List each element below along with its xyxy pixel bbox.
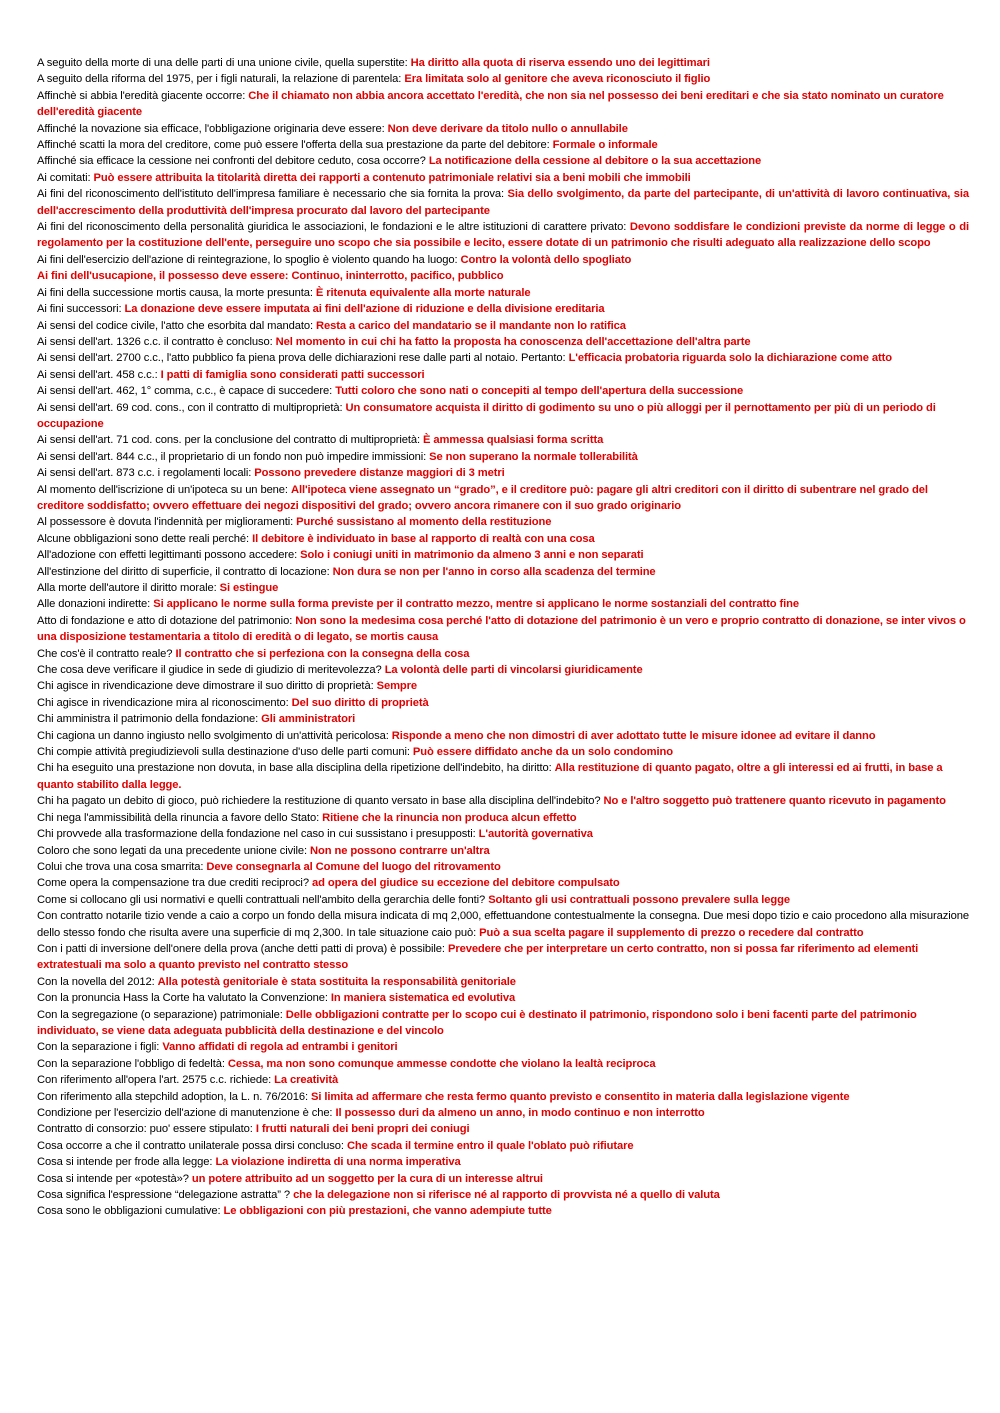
qa-entry <box>37 432 969 448</box>
qa-entry <box>37 547 969 563</box>
qa-entry <box>37 1056 969 1072</box>
qa-entry <box>37 170 969 186</box>
qa-entry <box>37 219 969 252</box>
qa-entry <box>37 383 969 399</box>
answer-text: Soltanto gli usi contrattuali possono prevalere sulla legge <box>488 893 791 906</box>
qa-entry <box>37 514 969 530</box>
qa-entry <box>37 88 969 121</box>
answer-text: che la delegazione non si riferisce né al rapporto di provvista né a quello di valuta <box>293 1189 720 1202</box>
question-text: Ai comitati: <box>37 171 91 184</box>
qa-entry <box>37 974 969 990</box>
question-text: Ai fini successori: <box>37 303 122 316</box>
answer-text: Si limita ad affermare che resta fermo quanto previsto e consentito in materia dalla legislazione vigente <box>310 1090 850 1103</box>
qa-entry <box>37 1007 969 1040</box>
answer-text: Del suo diritto di proprietà <box>291 696 429 709</box>
answer-text: Un consumatore acquista il diritto di godimento su uno o più alloggi per il pernottamento per più di un periodo di occupazione <box>37 401 936 430</box>
question-text: Ai sensi dell'art. 1326 c.c. il contratto è concluso: <box>37 335 273 348</box>
answer-text: Può essere attribuita la titolarità diretta dei rapporti a contenuto patrimoniale relativi sia a beni mobili che immobili <box>93 171 691 184</box>
question-text: Alcune obbligazioni sono dette reali perché: <box>37 532 250 545</box>
qa-entry <box>37 367 969 383</box>
question-text: A seguito della morte di una delle parti di una unione civile, quella superstite: <box>37 57 408 69</box>
qa-entry <box>37 55 969 71</box>
qa-entry <box>37 728 969 744</box>
qa-entry <box>37 892 969 908</box>
answer-text: Tutti coloro che sono nati o concepiti al tempo dell'apertura della successione <box>335 385 744 398</box>
answer-text: Ritiene che la rinuncia non produca alcun effetto <box>322 811 577 824</box>
question-text: Ai sensi dell'art. 2700 c.c., l'atto pubblico fa piena prova delle dichiarazioni rese dalle parti al notaio. Pertanto: <box>37 352 566 365</box>
qa-entry <box>37 843 969 859</box>
answer-text: Continuo, ininterrotto, pacifico, pubblico <box>291 270 504 283</box>
answer-text: Le obbligazioni con più prestazioni, che vanno adempiute tutte <box>223 1205 552 1218</box>
question-text: Ai sensi dell'art. 844 c.c., il proprietario di un fondo non può impedire immissioni: <box>37 450 427 463</box>
question-text: Con la separazione i figli: <box>37 1041 160 1054</box>
qa-entry <box>37 1187 969 1203</box>
qa-entry <box>37 318 969 334</box>
question-text: Chi compie attività pregiudizievoli sulla destinazione d'uso delle parti comuni: <box>37 746 410 759</box>
answer-text: Cessa, ma non sono comunque ammesse condotte che violano la lealtà reciproca <box>227 1057 656 1070</box>
answer-text: Resta a carico del mandatario se il mandante non lo ratifica <box>316 319 626 332</box>
qa-entry <box>37 875 969 891</box>
question-text: Chi nega l'ammissibilità della rinuncia a favore dello Stato: <box>37 811 320 824</box>
answer-text: All'ipoteca viene assegnato un “grado”, e il creditore può: pagare gli altri creditori con il diritto di subentrare nel grado del creditore soddisfatto; ovvero effettuare dei negozi dispositivi del grado; ovvero ancora rimanere con il suo grado originario <box>37 483 928 512</box>
question-text: Con la novella del 2012: <box>37 975 155 988</box>
answer-text: I frutti naturali dei beni propri dei coniugi <box>255 1123 470 1136</box>
qa-entry <box>37 482 969 515</box>
answer-text: In maniera sistematica ed evolutiva <box>330 992 516 1005</box>
qa-entry <box>37 350 969 366</box>
question-text: Affinché la novazione sia efficace, l'obbligazione originaria deve essere: <box>37 122 385 135</box>
question-text: Che cosa deve verificare il giudice in sede di giudizio di meritevolezza? <box>37 664 382 677</box>
answer-text: ad opera del giudice su eccezione del debitore compulsato <box>311 877 620 890</box>
question-text: Con i patti di inversione dell'onere della prova (anche detti patti di prova) è possibile: <box>37 942 445 955</box>
question-text: Chi amministra il patrimonio della fondazione: <box>37 713 259 726</box>
question-text: Cosa si intende per frode alla legge: <box>37 1156 213 1169</box>
question-text: Cosa significa l'espressione “delegazione astratta” ? <box>37 1189 291 1202</box>
question-text: Alle donazioni indirette: <box>37 598 151 611</box>
question-text: Cosa si intende per «potestà»? <box>37 1172 189 1185</box>
qa-entry <box>37 268 969 284</box>
answer-text: Che scada il termine entro il quale l'oblato può rifiutare <box>346 1139 634 1152</box>
answer-text: Non dura se non per l'anno in corso alla scadenza del termine <box>332 565 656 578</box>
question-text: Affinchè si abbia l'eredità giacente occorre: <box>37 89 246 102</box>
qa-entry <box>37 1138 969 1154</box>
answer-text: Contro la volontà dello spogliato <box>460 253 632 266</box>
qa-entry <box>37 285 969 301</box>
answer-text: La notificazione della cessione al debitore o la sua accettazione <box>428 155 762 168</box>
qa-entry <box>37 941 969 974</box>
qa-entry <box>37 334 969 350</box>
answer-text: Non ne possono contrarre un'altra <box>310 844 490 857</box>
qa-entry <box>37 1171 969 1187</box>
answer-text: Prevedere che per interpretare un certo contratto, non si possa far riferimento ad elementi extratestuali ma solo a quanto previsto nel contratto stesso <box>37 942 919 972</box>
answer-text: Solo i coniugi uniti in matrimonio da almeno 3 anni e non separati <box>300 549 644 562</box>
question-text: Chi ha eseguito una prestazione non dovuta, in base alla disciplina della ripetizione dell'indebito, ha diritto: <box>37 762 552 775</box>
question-text: Ai fini dell'esercizio dell'azione di reintegrazione, lo spoglio è violento quando ha luogo: <box>37 253 458 266</box>
answer-text: Il contratto che si perfeziona con la consegna della cosa <box>175 647 470 660</box>
question-text: Coloro che sono legati da una precedente unione civile: <box>37 844 308 857</box>
question-text: Al possessore è dovuta l'indennità per miglioramenti: <box>37 516 294 529</box>
qa-entry <box>37 596 969 612</box>
answer-text: Formale o informale <box>552 139 658 152</box>
question-text: A seguito della riforma del 1975, per i figli naturali, la relazione di parentela: <box>37 73 402 86</box>
qa-entry <box>37 71 969 87</box>
question-text: Chi provvede alla trasformazione della fondazione nel caso in cui sussistano i presupposti: <box>37 828 476 841</box>
answer-text: È ritenuta equivalente alla morte naturale <box>315 286 531 299</box>
question-text: Ai fini del riconoscimento dell'istituto dell'impresa familiare è necessario che sia fornita la prova: <box>37 188 505 201</box>
question-text: Chi agisce in rivendicazione mira al riconoscimento: <box>37 696 289 709</box>
answer-text: L'efficacia probatoria riguarda solo la dichiarazione come atto <box>568 352 892 365</box>
qa-entry <box>37 810 969 826</box>
question-text: Con la segregazione (o separazione) patrimoniale: <box>37 1008 283 1021</box>
question-text: Ai sensi dell'art. 69 cod. cons., con il contratto di multiproprietà: <box>37 401 343 414</box>
question-text: Affinché sia efficace la cessione nei confronti del debitore ceduto, cosa occorre? <box>37 155 426 168</box>
answer-text: Non sono la medesima cosa perché l'atto di dotazione del patrimonio è un vero e proprio contratto di donazione, se inter vivos o una disposizione testamentaria a titolo di eredità o di legato, se mortis causa <box>37 614 966 644</box>
question-text: Come si collocano gli usi normativi e quelli contrattuali nell'ambito della gerarchia delle fonti? <box>37 893 486 906</box>
qa-entry <box>37 990 969 1006</box>
qa-entry <box>37 1121 969 1137</box>
question-text: Con contratto notarile tizio vende a caio a corpo un fondo della misura indicata di mq 2,000, effettuandone contestualmente la consegna. Due mesi dopo tizio e caio procedono alla misurazione dello stesso fondo che risulta avere una superficie di mq 2,300. In tale situazione caio può: <box>37 910 969 939</box>
answer-text: un potere attribuito ad un soggetto per la cura di un interesse altrui <box>191 1172 543 1185</box>
answer-text: Era limitata solo al genitore che aveva riconosciuto il figlio <box>404 73 711 86</box>
qa-entry <box>37 859 969 875</box>
question-text: Atto di fondazione e atto di dotazione del patrimonio: <box>37 614 293 627</box>
question-text: Colui che trova una cosa smarrita: <box>37 860 204 873</box>
question-text: Con la pronuncia Hass la Corte ha valutato la Convenzione: <box>37 992 328 1005</box>
question-text: All'adozione con effetti legittimanti possono accedere: <box>37 549 298 562</box>
answer-text: Gli amministratori <box>261 713 356 726</box>
question-text: Ai sensi dell'art. 458 c.c.: <box>37 368 158 381</box>
question-text: All'estinzione del diritto di superficie, il contratto di locazione: <box>37 565 330 578</box>
answer-text: È ammessa qualsiasi forma scritta <box>423 434 604 447</box>
question-text: Con la separazione l'obbligo di fedeltà: <box>37 1057 225 1070</box>
qa-entry <box>37 744 969 760</box>
answer-text: Se non superano la normale tollerabilità <box>429 450 638 463</box>
answer-text: Il debitore è individuato in base al rapporto di realtà con una cosa <box>252 532 595 545</box>
question-text: Che cos'è il contratto reale? <box>37 647 173 660</box>
question-text: Condizione per l'esercizio dell'azione di manutenzione è che: <box>37 1107 333 1119</box>
qa-entry <box>37 613 969 646</box>
question-text: Ai fini della successione mortis causa, la morte presunta: <box>37 286 313 299</box>
answer-text: Sempre <box>376 680 418 693</box>
answer-text: Può essere diffidato anche da un solo condomino <box>412 746 673 759</box>
answer-text: Non deve derivare da titolo nullo o annullabile <box>387 122 628 135</box>
qa-entry <box>37 793 969 809</box>
answer-text: Risponde a meno che non dimostri di aver adottato tutte le misure idonee ad evitare il danno <box>391 729 876 742</box>
answer-text: L'autorità governativa <box>478 828 593 841</box>
qa-entry <box>37 400 969 433</box>
qa-entry <box>37 826 969 842</box>
qa-entry <box>37 1089 969 1105</box>
question-text: Ai sensi del codice civile, l'atto che esorbita dal mandato: <box>37 319 313 332</box>
question-text: Ai fini dell'usucapione, il possesso deve essere: <box>37 270 289 283</box>
qa-entry <box>37 1105 969 1121</box>
qa-entry <box>37 646 969 662</box>
qa-entry <box>37 252 969 268</box>
question-text: Come opera la compensazione tra due crediti reciproci? <box>37 877 309 890</box>
qa-entry <box>37 678 969 694</box>
question-text: Cosa sono le obbligazioni cumulative: <box>37 1205 221 1218</box>
qa-entry <box>37 662 969 678</box>
answer-text: Purché sussistano al momento della restituzione <box>296 516 552 529</box>
qa-entry <box>37 1203 969 1219</box>
qa-entry <box>37 580 969 596</box>
qa-entry <box>37 1072 969 1088</box>
answer-text: Vanno affidati di regola ad entrambi i genitori <box>162 1041 398 1054</box>
qa-entry <box>37 711 969 727</box>
question-text: Alla morte dell'autore il diritto morale: <box>37 582 217 594</box>
answer-text: La violazione indiretta di una norma imperativa <box>215 1156 461 1169</box>
question-text: Cosa occorre a che il contratto unilaterale possa dirsi concluso: <box>37 1139 344 1152</box>
qa-entry <box>37 186 969 219</box>
question-text: Chi ha pagato un debito di gioco, può richiedere la restituzione di quanto versato in base alla disciplina dell'indebito? <box>37 795 601 808</box>
qa-entry <box>37 153 969 169</box>
answer-text: Devono soddisfare le condizioni previste da norme di legge o di regolamento per la costituzione dell'ente, perseguire uno scopo che sia possibile e lecito, essere dotate di un patrimonio che risulti adeguato alla realizzazione dello scopo <box>37 221 969 250</box>
qa-entry <box>37 908 969 941</box>
question-text: Ai sensi dell'art. 462, 1° comma, c.c., è capace di succedere: <box>37 385 333 398</box>
answer-text: La volontà delle parti di vincolarsi giuridicamente <box>384 664 643 677</box>
answer-text: Alla restituzione di quanto pagato, oltre a gli interessi ed ai frutti, in base a quanto stabilito dalla legge. <box>37 762 943 791</box>
qa-entry <box>37 449 969 465</box>
answer-text: Sia dello svolgimento, da parte del partecipante, di un'attività di lavoro continuativa, sia dell'accrescimento della produttività dell'impresa procurato dal lavoro del partecipante <box>37 188 969 217</box>
answer-text: Che il chiamato non abbia ancora accettato l'eredità, che non sia nel possesso dei beni ereditari e che sia stato nominato un curatore dell'eredità giacente <box>37 89 944 119</box>
qa-entry <box>37 531 969 547</box>
question-text: Al momento dell'iscrizione di un'ipoteca su un bene: <box>37 483 288 496</box>
question-text: Contratto di consorzio: puo' essere stipulato: <box>37 1123 253 1136</box>
answer-text: Il possesso duri da almeno un anno, in modo continuo e non interrotto <box>335 1107 705 1119</box>
answer-text: Delle obbligazioni contratte per lo scopo cui è destinato il patrimonio, rispondono solo i beni facenti parte del patrimonio individuato, se viene data adeguata pubblicità della destinazione e del vincolo <box>37 1008 917 1037</box>
answer-text: Si estingue <box>219 582 279 594</box>
question-text: Chi agisce in rivendicazione deve dimostrare il suo diritto di proprietà: <box>37 680 374 693</box>
qa-entry <box>37 1039 969 1055</box>
answer-text: La creatività <box>274 1074 339 1087</box>
document-body <box>37 55 969 1220</box>
answer-text: Si applicano le norme sulla forma previste per il contratto mezzo, mentre si applicano le norme sostanziali del contratto fine <box>153 598 799 611</box>
question-text: Ai fini del riconoscimento della personalità giuridica le associazioni, le fondazioni e le altre istituzioni di carattere privato: <box>37 221 627 234</box>
question-text: Chi cagiona un danno ingiusto nello svolgimento di un'attività pericolosa: <box>37 729 389 742</box>
question-text: Ai sensi dell'art. 873 c.c. i regolamenti locali: <box>37 467 252 480</box>
answer-text: Può a sua scelta pagare il supplemento di prezzo o recedere dal contratto <box>479 926 864 939</box>
qa-entry <box>37 465 969 481</box>
answer-text: La donazione deve essere imputata ai fini dell'azione di riduzione e della divisione ereditaria <box>124 303 605 316</box>
question-text: Con riferimento alla stepchild adoption, la L. n. 76/2016: <box>37 1090 308 1103</box>
question-text: Con riferimento all'opera l'art. 2575 c.c. richiede: <box>37 1074 272 1087</box>
answer-text: I patti di famiglia sono considerati patti successori <box>160 368 425 381</box>
qa-entry <box>37 301 969 317</box>
qa-entry <box>37 760 969 793</box>
answer-text: Nel momento in cui chi ha fatto la proposta ha conoscenza dell'accettazione dell'altra parte <box>275 335 751 348</box>
answer-text: No e l'altro soggetto può trattenere quanto ricevuto in pagamento <box>603 795 946 808</box>
answer-text: Deve consegnarla al Comune del luogo del ritrovamento <box>206 860 501 873</box>
question-text: Ai sensi dell'art. 71 cod. cons. per la conclusione del contratto di multiproprietà: <box>37 434 421 447</box>
answer-text: Possono prevedere distanze maggiori di 3 metri <box>254 467 505 480</box>
qa-entry <box>37 121 969 137</box>
qa-entry <box>37 695 969 711</box>
answer-text: Alla potestà genitoriale è stata sostituita la responsabilità genitoriale <box>157 975 516 988</box>
qa-entry <box>37 564 969 580</box>
answer-text: Ha diritto alla quota di riserva essendo uno dei legittimari <box>410 57 710 69</box>
qa-entry <box>37 1154 969 1170</box>
question-text: Affinché scatti la mora del creditore, come può essere l'offerta della sua prestazione da parte del debitore: <box>37 139 550 152</box>
qa-entry <box>37 137 969 153</box>
